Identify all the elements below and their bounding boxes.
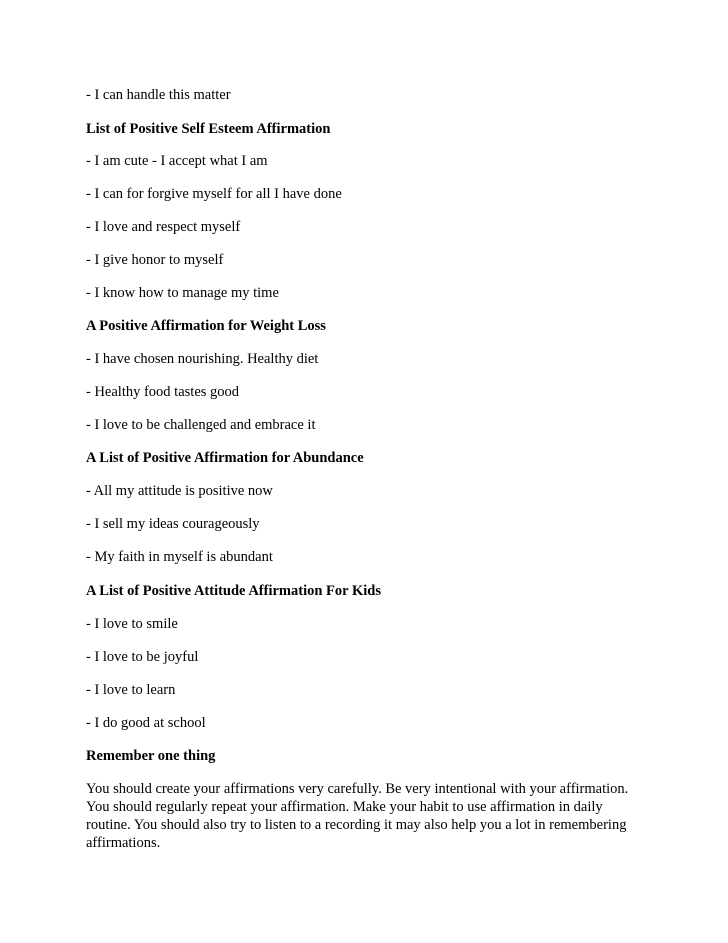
affirmation-item: - I can for forgive myself for all I have done	[86, 186, 342, 202]
paragraph-line: routine. You should also try to listen to a recording it may also help you a lot in remembering	[86, 817, 627, 833]
affirmation-item: - I love to smile	[86, 616, 178, 632]
affirmation-item: - I do good at school	[86, 715, 206, 731]
affirmation-item: - I love to be challenged and embrace it	[86, 417, 316, 433]
section-heading-kids: A List of Positive Attitude Affirmation For Kids	[86, 583, 381, 599]
section-heading-weight-loss: A Positive Affirmation for Weight Loss	[86, 318, 326, 334]
affirmation-item: - I love to be joyful	[86, 649, 199, 665]
affirmation-item: - I love and respect myself	[86, 219, 241, 235]
affirmation-item: - I love to learn	[86, 682, 176, 698]
paragraph-line: affirmations.	[86, 835, 161, 851]
affirmation-item: - All my attitude is positive now	[86, 483, 273, 499]
affirmation-item: - My faith in myself is abundant	[86, 549, 273, 565]
section-heading-remember: Remember one thing	[86, 748, 216, 764]
affirmation-item: - I know how to manage my time	[86, 285, 279, 301]
affirmation-item: - I can handle this matter	[86, 87, 231, 103]
section-heading-abundance: A List of Positive Affirmation for Abundance	[86, 450, 364, 466]
section-heading-self-esteem: List of Positive Self Esteem Affirmation	[86, 121, 331, 137]
affirmation-item: - I sell my ideas courageously	[86, 516, 260, 532]
affirmation-item: - Healthy food tastes good	[86, 384, 240, 400]
paragraph-line: You should create your affirmations very carefully. Be very intentional with your affirmation.	[86, 781, 629, 797]
paragraph-line: You should regularly repeat your affirmation. Make your habit to use affirmation in daily	[86, 799, 603, 815]
affirmation-item: - I am cute - I accept what I am	[86, 153, 268, 169]
affirmation-item: - I have chosen nourishing. Healthy diet	[86, 351, 319, 367]
closing-paragraph	[86, 780, 646, 852]
affirmation-item: - I give honor to myself	[86, 252, 224, 268]
